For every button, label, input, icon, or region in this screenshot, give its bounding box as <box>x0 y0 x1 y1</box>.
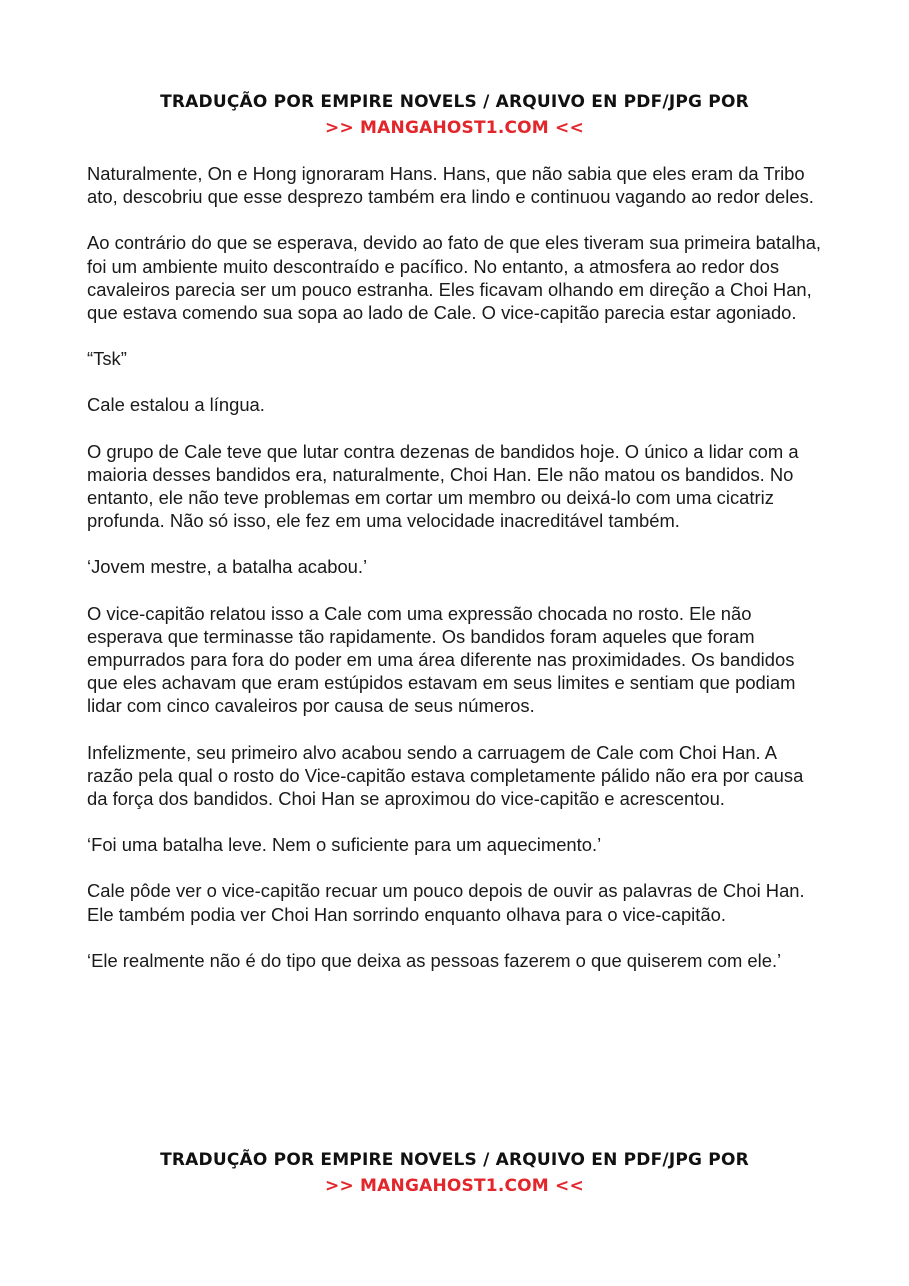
source-site-link[interactable]: >> MANGAHOST1.COM << <box>325 1176 584 1196</box>
paragraph: ‘Ele realmente não é do tipo que deixa as pessoas fazerem o que quiserem com ele.’ <box>87 949 782 971</box>
source-site-link[interactable]: >> MANGAHOST1.COM << <box>325 118 584 138</box>
translation-credit: TRADUÇÃO POR EMPIRE NOVELS / ARQUIVO EN PDF/JPG POR <box>160 1150 749 1170</box>
paragraph: ‘Foi uma batalha leve. Nem o suficiente para um aquecimento.’ <box>87 834 602 856</box>
paragraph: ‘Jovem mestre, a batalha acabou.’ <box>87 556 368 578</box>
footer-banner <box>0 1147 909 1199</box>
chapter-text <box>87 162 827 995</box>
paragraph: Cale pôde ver o vice-capitão recuar um pouco depois de ouvir as palavras de Choi Han. Ele também podia ver Choi Han sorrindo enquanto olhava para o vice-capitão. <box>87 880 805 925</box>
paragraph: Cale estalou a língua. <box>87 394 265 416</box>
paragraph: Ao contrário do que se esperava, devido ao fato de que eles tiveram sua primeira batalha, foi um ambiente muito descontraído e pacífico. No entanto, a atmosfera ao redor dos cavaleiros parecia ser um pouco estranha. Eles ficavam olhando em direção a Choi Han, que estava comendo sua sopa ao lado de Cale. O vice-capitão parecia estar agoniado. <box>87 232 822 324</box>
paragraph: Infelizmente, seu primeiro alvo acabou sendo a carruagem de Cale com Choi Han. A razão pela qual o rosto do Vice-capitão estava completamente pálido não era por causa da força dos bandidos. Choi Han se aproximou do vice-capitão e acrescentou. <box>87 741 804 810</box>
paragraph: O vice-capitão relatou isso a Cale com uma expressão chocada no rosto. Ele não esperava que terminasse tão rapidamente. Os bandidos foram aqueles que foram empurrados para fora do poder em uma área diferente nas proximidades. Os bandidos que eles achavam que eram estúpidos estavam em seus limites e sentiam que podiam lidar com cinco cavaleiros por causa de seus números. <box>87 602 796 717</box>
paragraph: “Tsk” <box>87 348 127 370</box>
translation-credit: TRADUÇÃO POR EMPIRE NOVELS / ARQUIVO EN PDF/JPG POR <box>160 92 749 112</box>
header-banner <box>0 89 909 141</box>
paragraph: O grupo de Cale teve que lutar contra dezenas de bandidos hoje. O único a lidar com a maioria desses bandidos era, naturalmente, Choi Han. Ele não matou os bandidos. No entanto, ele não teve problemas em cortar um membro ou deixá-lo com uma cicatriz profunda. Não só isso, ele fez em uma velocidade inacreditável também. <box>87 440 799 532</box>
paragraph: Naturalmente, On e Hong ignoraram Hans. Hans, que não sabia que eles eram da Tribo ato, descobriu que esse desprezo também era lindo e continuou vagando ao redor deles. <box>87 163 814 208</box>
